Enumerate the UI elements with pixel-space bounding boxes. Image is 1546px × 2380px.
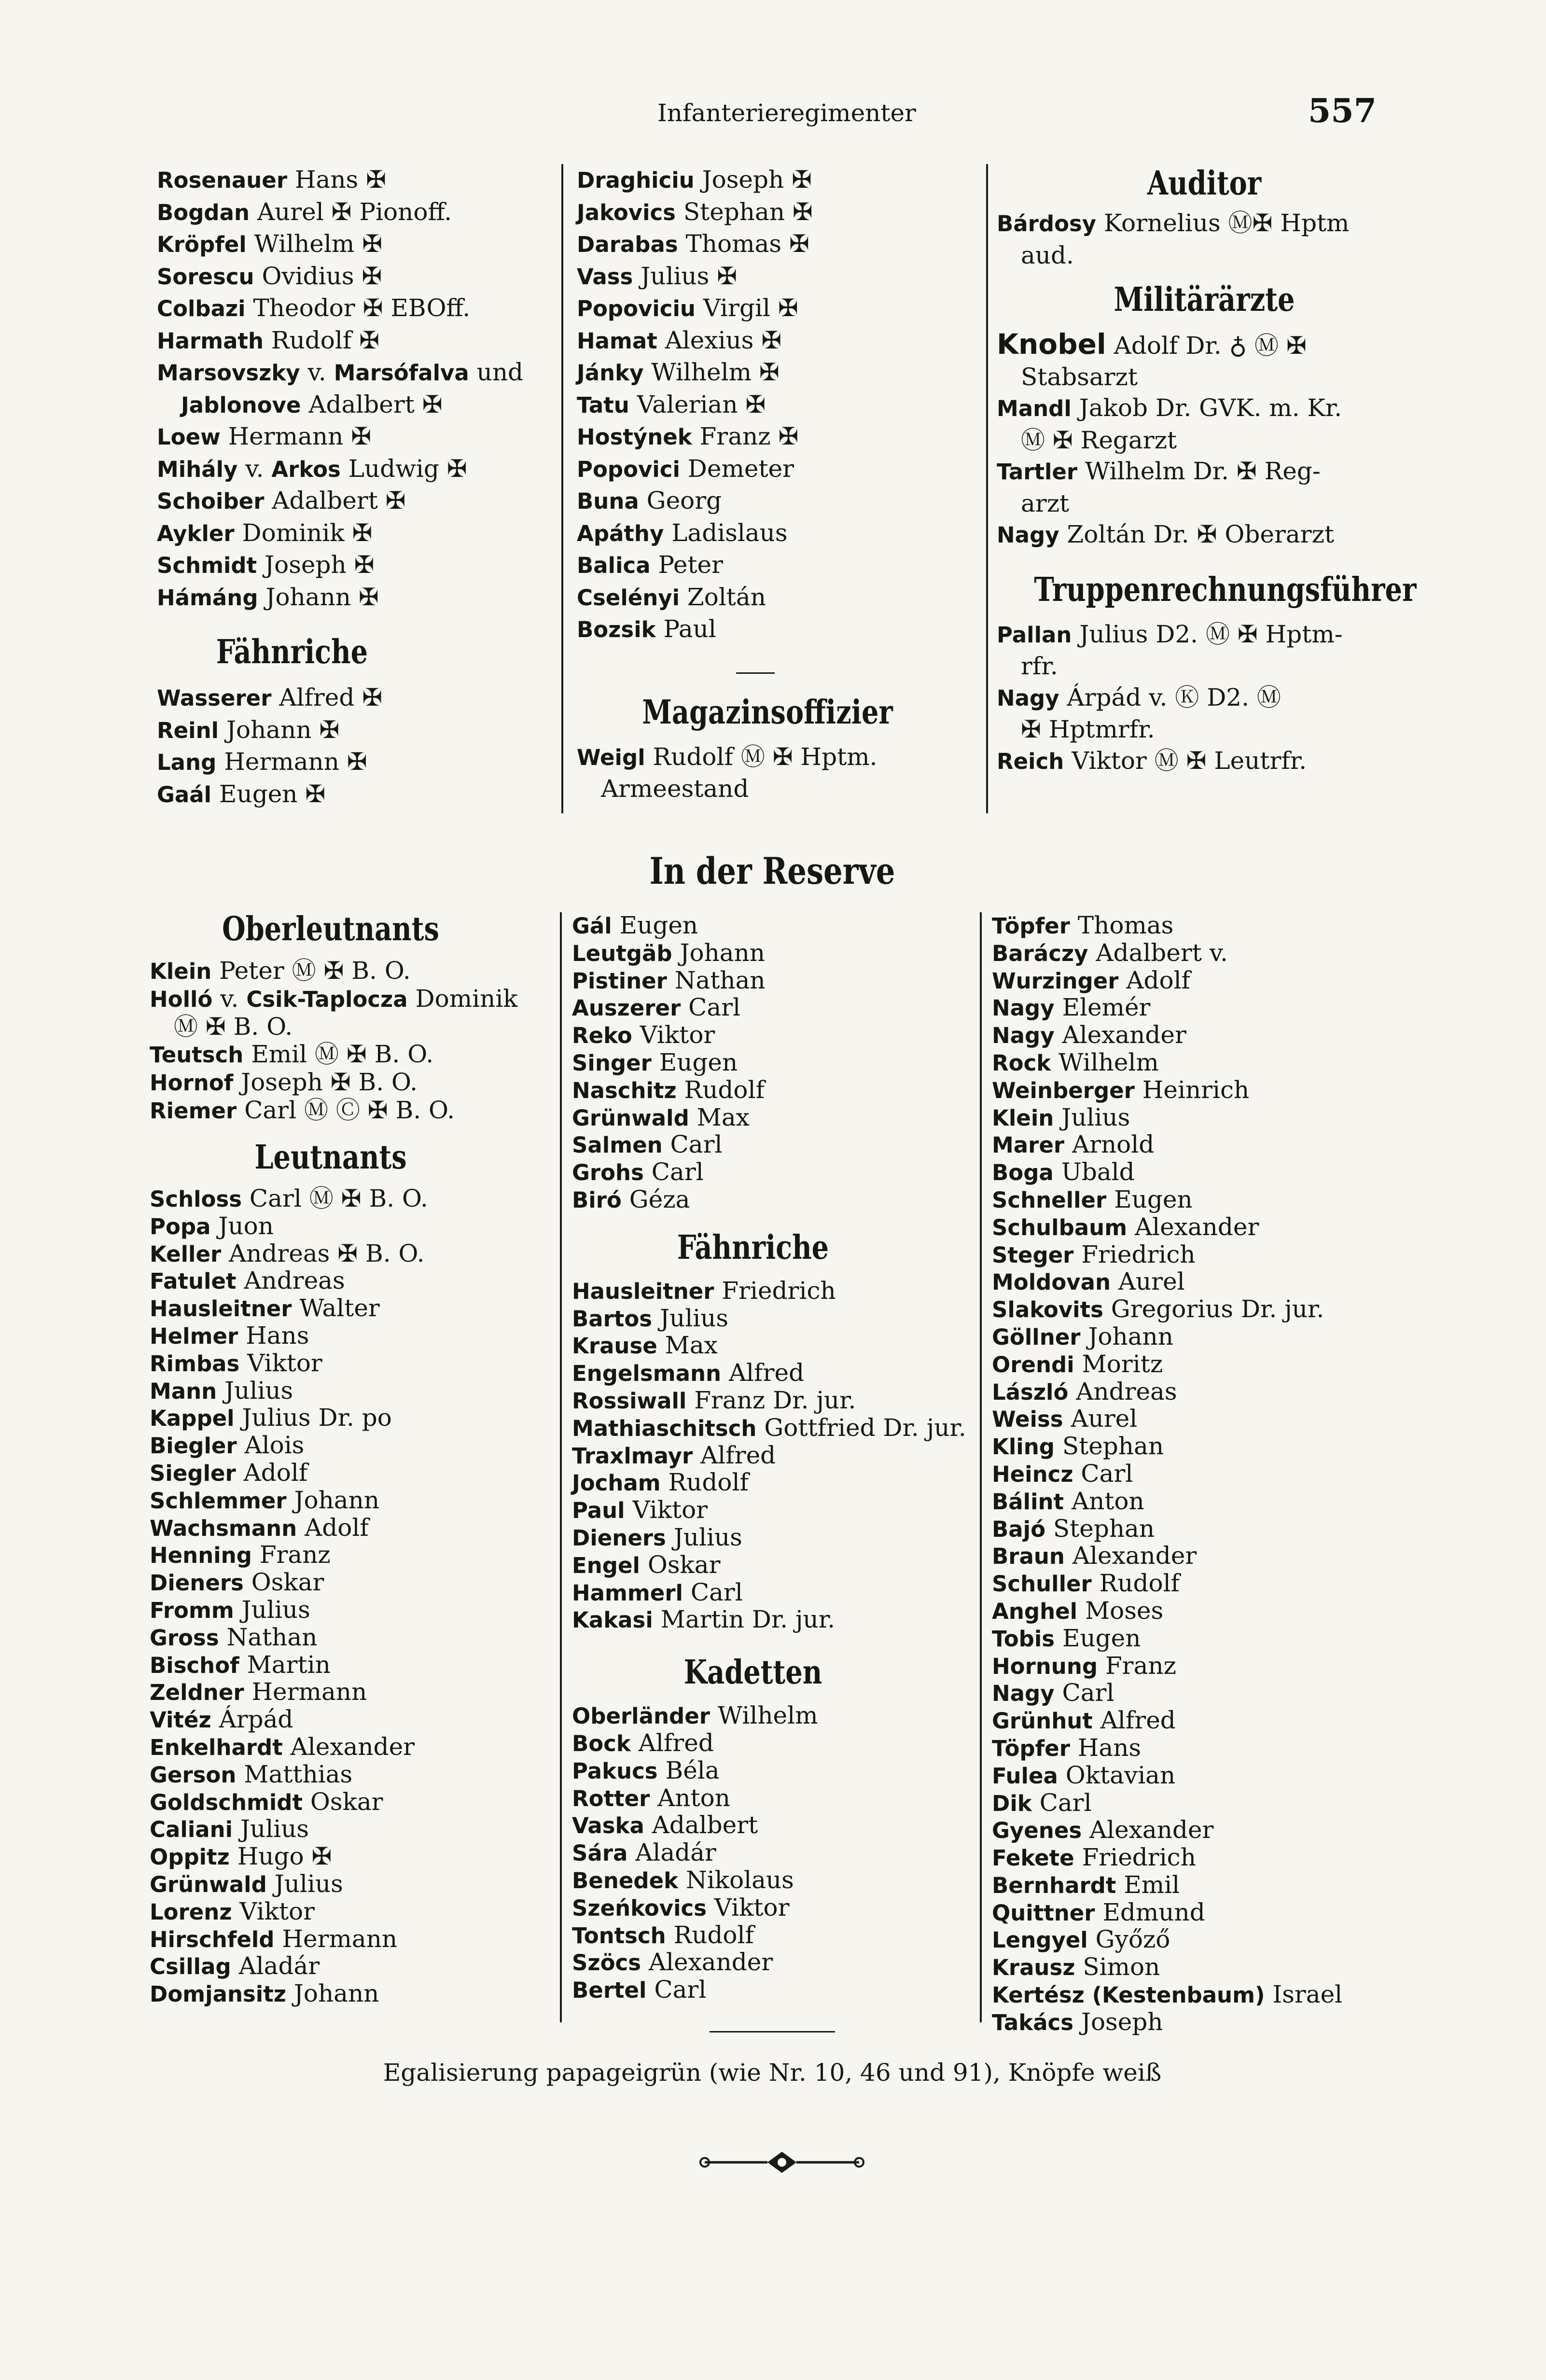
list-item: Bernhardt Emil	[992, 1870, 1180, 1899]
list-item: Pistiner Nathan	[572, 966, 766, 994]
list-item: Krausz Simon	[992, 1953, 1160, 1981]
list-item: Kakasi Martin Dr. jur.	[572, 1605, 836, 1634]
column-divider	[560, 912, 562, 2022]
list-item: Reich Viktor Ⓜ ✠ Leutrfr.	[997, 746, 1307, 775]
list-item: Tobis Eugen	[992, 1624, 1141, 1652]
list-item: Schulbaum Alexander	[992, 1212, 1259, 1241]
list-item: Engel Oskar	[572, 1550, 721, 1579]
list-item: Auszerer Carl	[572, 993, 741, 1022]
list-item: Gerson Matthias	[150, 1760, 353, 1788]
list-item: Dik Carl	[992, 1788, 1092, 1817]
list-item: Baráczy Adalbert v.	[992, 938, 1228, 967]
list-item: Siegler Adolf	[150, 1458, 308, 1487]
list-item: Orendi Moritz	[992, 1350, 1163, 1378]
reserve-right-column	[992, 912, 1426, 2036]
list-item: Göllner Johann	[992, 1322, 1173, 1350]
list-item: Grünwald Max	[572, 1103, 750, 1131]
list-item: Rimbas Viktor	[150, 1349, 322, 1377]
list-item: Steger Friedrich	[992, 1240, 1196, 1268]
list-item: Wachsmann Adolf	[150, 1513, 369, 1542]
list-item: Bajó Stephan	[992, 1514, 1155, 1543]
list-item: Leutgäb Johann	[572, 938, 766, 967]
list-item: Caliani Julius	[150, 1815, 309, 1843]
list-item: Aykler Dominik ✠	[157, 518, 373, 547]
list-item: Hammerl Carl	[572, 1578, 743, 1606]
section-heading-reserve: In der Reserve	[649, 849, 895, 892]
list-item: Quittner Edmund	[992, 1898, 1205, 1926]
list-item: Paul Viktor	[572, 1496, 708, 1524]
list-item: Vitéz Árpád	[150, 1705, 293, 1734]
list-item: Fulea Oktavian	[992, 1761, 1176, 1789]
list-item: Stabsarzt	[1021, 362, 1138, 391]
list-item: Marsovszky v. Marsófalva und	[157, 358, 524, 386]
list-item: Fatulet Andreas	[150, 1267, 345, 1295]
section-heading-auditor: Auditor	[1147, 164, 1262, 203]
list-item: Grünwald Julius	[150, 1869, 343, 1898]
list-item: Knobel Adolf Dr. ♁ Ⓜ ✠	[997, 328, 1307, 361]
list-item: Fekete Friedrich	[992, 1843, 1196, 1872]
list-item: Klein Julius	[992, 1103, 1130, 1131]
list-item: Kertész (Kestenbaum) Israel	[992, 1980, 1343, 2009]
list-item: Hamat Alexius ✠	[577, 326, 782, 354]
list-item: Mandl Jakob Dr. GVK. m. Kr.	[997, 394, 1342, 422]
list-item: Nagy Elemér	[992, 993, 1151, 1022]
list-item: Harmath Rudolf ✠	[157, 326, 380, 354]
list-item: Jakovics Stephan ✠	[577, 197, 813, 226]
list-item: Bertel Carl	[572, 1976, 707, 2004]
reserve-left-column	[150, 910, 560, 2008]
list-item: Nagy Carl	[992, 1679, 1114, 1707]
list-item: Dieners Julius	[572, 1523, 742, 1551]
list-item: Oberländer Wilhelm	[572, 1701, 818, 1730]
top-right-column	[997, 164, 1421, 777]
list-item: Weiss Aurel	[992, 1405, 1138, 1433]
list-item: Rossiwall Franz Dr. jur.	[572, 1386, 856, 1414]
list-item: Helmer Hans	[150, 1321, 309, 1350]
list-item: Kröpfel Wilhelm ✠	[157, 230, 383, 258]
list-item: Ⓜ ✠ B. O.	[174, 1013, 293, 1041]
list-item: Sára Aladár	[572, 1838, 716, 1867]
list-item: Nagy Alexander	[992, 1021, 1186, 1049]
section-heading-oberleutnants: Oberleutnants	[222, 910, 439, 948]
list-item: Mathiaschitsch Gottfried Dr. jur.	[572, 1413, 966, 1442]
list-item: Engelsmann Alfred	[572, 1359, 805, 1387]
list-item: Draghiciu Joseph ✠	[577, 166, 812, 194]
list-item: Rock Wilhelm	[992, 1048, 1159, 1076]
list-item: Zeldner Hermann	[150, 1678, 367, 1706]
list-item: Grohs Carl	[572, 1158, 704, 1186]
list-item: Naschitz Rudolf	[572, 1075, 765, 1104]
list-item: Grünhut Alfred	[992, 1706, 1176, 1735]
column-divider	[980, 912, 982, 2022]
running-header: Infanterieregimenter	[657, 99, 916, 127]
list-item: Hámáng Johann ✠	[157, 583, 379, 611]
list-item: Tartler Wilhelm Dr. ✠ Reg-	[997, 457, 1321, 485]
list-item: Schlemmer Johann	[150, 1486, 380, 1514]
list-item: Oppitz Hugo ✠	[150, 1842, 332, 1871]
list-item: Hausleitner Friedrich	[572, 1276, 836, 1305]
list-item: Keller Andreas ✠ B. O.	[150, 1239, 425, 1267]
list-item: Vass Julius ✠	[577, 262, 738, 290]
section-heading-faehnriche: Fähnriche	[677, 1228, 829, 1267]
list-item: Nagy Zoltán Dr. ✠ Oberarzt	[997, 520, 1335, 548]
column-divider	[986, 164, 988, 813]
footer-note: Egalisierung papageigrün (wie Nr. 10, 46 und 91), Knöpfe weiß	[383, 2059, 1162, 2087]
list-item: Hirschfeld Hermann	[150, 1924, 398, 1953]
list-item: Armeestand	[601, 775, 749, 803]
list-item: Hornof Joseph ✠ B. O.	[150, 1068, 418, 1096]
list-item: Wurzinger Adolf	[992, 966, 1191, 994]
list-item: Goldschmidt Oskar	[150, 1787, 383, 1816]
list-item: Pallan Julius D2. Ⓜ ✠ Hptm-	[997, 620, 1343, 648]
reserve-right-list	[992, 912, 1426, 2036]
list-item: Vaska Adalbert	[572, 1811, 758, 1839]
short-divider	[736, 672, 775, 674]
list-item: Riemer Carl Ⓜ Ⓒ ✠ B. O.	[150, 1096, 455, 1124]
list-item: Dieners Oskar	[150, 1568, 324, 1597]
list-item: Slakovits Gregorius Dr. jur.	[992, 1295, 1324, 1323]
list-item: Anghel Moses	[992, 1596, 1164, 1625]
kadetten-list	[572, 1702, 968, 2004]
section-heading-truppenrechnungsfuehrer: Truppenrechnungsführer	[1034, 570, 1417, 609]
section-heading-faehnriche: Fähnriche	[216, 633, 368, 671]
list-item: Bárdosy Kornelius Ⓜ✠ Hptm	[997, 209, 1350, 237]
list-item: Szöcs Alexander	[572, 1948, 773, 1976]
list-item: Bálint Anton	[992, 1487, 1144, 1515]
list-item: Csillag Aladár	[150, 1952, 320, 1980]
list-item: Benedek Nikolaus	[572, 1865, 794, 1894]
list-item: Hostýnek Franz ✠	[577, 422, 799, 450]
list-item: Boga Ubald	[992, 1158, 1135, 1186]
page-number: 557	[1308, 92, 1377, 130]
list-item: Balica Peter	[577, 551, 724, 579]
list-item: Mann Julius	[150, 1376, 293, 1405]
list-item: Pakucs Béla	[572, 1756, 720, 1784]
list-item: Jocham Rudolf	[572, 1468, 749, 1497]
list-item: Reko Viktor	[572, 1021, 715, 1049]
list-item: Apáthy Ladislaus	[577, 518, 788, 547]
list-item: Schneller Eugen	[992, 1185, 1193, 1213]
list-item: Traxlmayr Alfred	[572, 1441, 776, 1469]
list-item: Teutsch Emil Ⓜ ✠ B. O.	[150, 1040, 434, 1068]
list-item: Nagy Árpád v. Ⓚ D2. Ⓜ	[997, 683, 1281, 711]
list-item: Ⓜ ✠ Regarzt	[1021, 426, 1177, 454]
list-item: Wasserer Alfred ✠	[157, 683, 383, 711]
list-item: Schoiber Adalbert ✠	[157, 487, 406, 515]
list-item: Bischof Martin	[150, 1650, 331, 1679]
list-item: Loew Hermann ✠	[157, 422, 372, 450]
section-heading-militaeraerzte: Militärärzte	[1114, 280, 1295, 319]
list-item: Holló v. Csik-Taplocza Dominik	[150, 985, 518, 1013]
list-item: Moldovan Aurel	[992, 1267, 1185, 1296]
list-item: Töpfer Hans	[992, 1733, 1142, 1762]
list-item: Tatu Valerian ✠	[577, 390, 766, 418]
list-item: Darabas Thomas ✠	[577, 230, 809, 258]
list-item: ✠ Hptmrfr.	[1021, 715, 1155, 743]
list-item: Lorenz Viktor	[150, 1897, 315, 1925]
list-item: Weinberger Heinrich	[992, 1075, 1250, 1104]
list-item: Rotter Anton	[572, 1783, 730, 1812]
list-item: Schmidt Joseph ✠	[157, 551, 375, 579]
list-item: Kappel Julius Dr. po	[150, 1404, 392, 1432]
list-item: László Andreas	[992, 1377, 1177, 1406]
list-item: Hornung Franz	[992, 1651, 1176, 1680]
list-item: Biegler Alois	[150, 1431, 305, 1460]
list-item: Cselényi Zoltán	[577, 583, 766, 611]
list-item: Klein Peter Ⓜ ✠ B. O.	[150, 957, 411, 985]
list-item: Rosenauer Hans ✠	[157, 166, 386, 194]
list-item: Braun Alexander	[992, 1542, 1197, 1570]
reserve-middle-list	[572, 912, 968, 1214]
list-item: Mihály v. Arkos Ludwig ✠	[157, 454, 467, 483]
list-item: Jablonove Adalbert ✠	[181, 390, 443, 418]
list-item: Gaál Eugen ✠	[157, 779, 326, 808]
list-item: Reinl Johann ✠	[157, 715, 340, 744]
list-item: Sorescu Ovidius ✠	[157, 262, 382, 290]
list-item: Colbazi Theodor ✠ EBOff.	[157, 294, 471, 322]
decorative-ornament-icon	[695, 2143, 869, 2182]
list-item: Bozsik Paul	[577, 615, 716, 643]
list-item: Popovici Demeter	[577, 454, 794, 483]
list-item: aud.	[1021, 241, 1074, 269]
column-divider	[561, 164, 563, 813]
list-item: Bartos Julius	[572, 1304, 729, 1332]
section-heading-kadetten: Kadetten	[683, 1653, 822, 1692]
list-item: Takács Joseph	[992, 2007, 1163, 2036]
list-item: Tontsch Rudolf	[572, 1921, 754, 1949]
list-item: Fromm Julius	[150, 1595, 310, 1624]
list-item: Popa Juon	[150, 1211, 274, 1240]
list-item: Hausleitner Walter	[150, 1294, 380, 1322]
list-item: rfr.	[1021, 652, 1058, 680]
list-item: Schloss Carl Ⓜ ✠ B. O.	[150, 1184, 428, 1212]
list-item: Bogdan Aurel ✠ Pionoff.	[157, 197, 452, 226]
list-item: Lengyel Győző	[992, 1925, 1170, 1954]
list-item: Gál Eugen	[572, 911, 698, 939]
list-item: Szeńkovics Viktor	[572, 1893, 790, 1921]
list-item: Marer Arnold	[992, 1130, 1155, 1159]
section-divider	[710, 2031, 835, 2032]
list-item: Henning Franz	[150, 1541, 331, 1569]
list-item: Heincz Carl	[992, 1459, 1133, 1488]
reserve-middle-column	[572, 912, 968, 2004]
list-item: Biró Géza	[572, 1185, 690, 1213]
list-item: Singer Eugen	[572, 1048, 738, 1076]
leutnants-list	[150, 1185, 560, 2008]
list-item: arzt	[1021, 489, 1070, 517]
list-item: Krause Max	[572, 1331, 718, 1360]
list-item: Popoviciu Virgil ✠	[577, 294, 798, 322]
list-item: Bock Alfred	[572, 1728, 714, 1757]
list-item: Weigl Rudolf Ⓜ ✠ Hptm.	[577, 742, 877, 771]
list-item: Jánky Wilhelm ✠	[577, 358, 780, 386]
section-heading-leutnants: Leutnants	[254, 1138, 407, 1177]
top-left-column	[157, 164, 572, 810]
list-item: Gyenes Alexander	[992, 1816, 1214, 1844]
section-heading-magazinsoffizier: Magazinsoffizier	[642, 693, 893, 732]
list-item: Buna Georg	[577, 487, 722, 515]
list-item: Domjansitz Johann	[150, 1979, 379, 2008]
list-item: Kling Stephan	[992, 1432, 1164, 1461]
faehnriche-list	[572, 1278, 968, 1634]
list-item: Lang Hermann ✠	[157, 748, 367, 776]
list-item: Gross Nathan	[150, 1623, 318, 1651]
list-item: Enkelhardt Alexander	[150, 1732, 415, 1761]
list-item: Schuller Rudolf	[992, 1569, 1180, 1598]
list-item: Töpfer Thomas	[992, 911, 1174, 939]
top-middle-column	[577, 164, 977, 805]
list-item: Salmen Carl	[572, 1130, 723, 1159]
